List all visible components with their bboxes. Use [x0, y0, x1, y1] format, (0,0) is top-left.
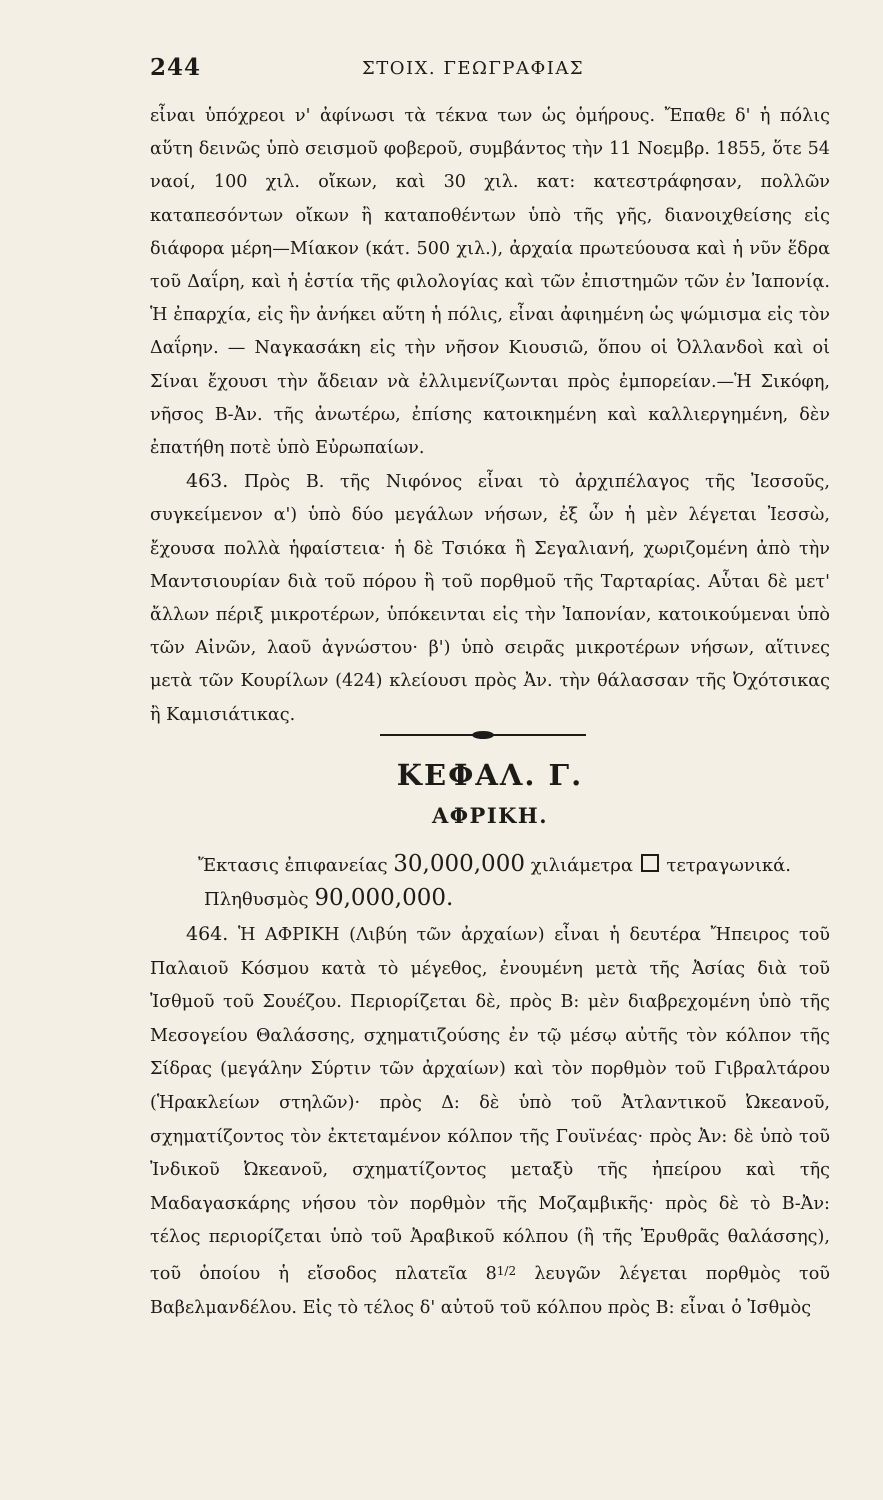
- running-head: ΣΤΟΙΧ. ΓΕΩΓΡΑΦΙΑΣ: [362, 58, 585, 79]
- section-463-number: 463.: [186, 470, 229, 493]
- square-icon: [641, 854, 659, 872]
- population-line: [198, 882, 830, 916]
- section-463-text: Πρὸς Β. τῆς Νιφόνος εἶναι τὸ ἀρχιπέλαγος τῆς Ἰεσσοῦς, συγκείμενον α') ὑπὸ δύο μεγάλων νήσων, ἐξ ὧν ἡ μὲν λέγεται Ἰεσσὼ, ἔχουσα πολλὰ ἡφαίστεια· ἡ δὲ Τσιόκα ἢ Σεγαλιανή, χωριζομένη ἀπὸ τὴν Μαντσιουρίαν διὰ τοῦ πόρου ἢ τοῦ πορθμοῦ τῆς Ταρταρίας. Αὗται δὲ μετ' ἄλλων πέριξ μικροτέρων, ὑπόκεινται εἰς τὴν Ἰαπονίαν, κατοικούμεναι ὑπὸ τῶν Αἰνῶν, λαοῦ ἀγνώστου· β') ὑπὸ σειρᾶς μικροτέρων νήσων, αἵτινες μετὰ τῶν Κουρίλων (424) κλείουσι πρὸς Ἀν. τὴν θάλασσαν τῆς Ὀχότσικας ἢ Καμισιάτικας.: [150, 472, 831, 725]
- section-463-paragraph: [150, 465, 830, 732]
- area-unit: χιλιάμετρα: [530, 855, 634, 876]
- chapter-heading: [150, 755, 830, 833]
- body-text-bottom: [150, 918, 830, 1325]
- ornamental-divider: [380, 734, 586, 736]
- area-label: Ἔκτασις ἐπιφανείας: [198, 855, 388, 876]
- section-464-paragraph: [150, 918, 830, 1325]
- area-value: 30,000,000: [393, 851, 525, 877]
- section-464-text-end: λευγῶν λέγεται πορθμὸς τοῦ Βαβελμανδέλου. Εἰς τὸ τέλος δ' αὐτοῦ τοῦ κόλπου πρὸς Β: εἶναι ὁ Ἰσθμὸς: [150, 1263, 831, 1318]
- body-text-top: [150, 100, 830, 732]
- section-464-number: 464.: [186, 923, 229, 945]
- page-number: 244: [150, 54, 202, 81]
- page-header: [150, 54, 830, 88]
- fraction: 1/2: [496, 1263, 517, 1278]
- section-464-text: Ἡ ΑΦΡΙΚΗ (Λιβύη τῶν ἀρχαίων) εἶναι ἡ δευτέρα Ἤπειρος τοῦ Παλαιοῦ Κόσμου κατὰ τὸ μέγεθος, ἐνουμένη μετὰ τῆς Ἀσίας διὰ τοῦ Ἰσθμοῦ τοῦ Σουέζου. Περιορίζεται δὲ, πρὸς Β: μὲν διαβρεχομένη ὑπὸ τῆς Μεσογείου Θαλάσσης, σχηματιζούσης ἐν τῷ μέσῳ αὐτῆς τὸν κόλπον τῆς Σίδρας (μεγάλην Σύρτιν τῶν ἀρχαίων) καὶ τὸν πορθμὸν τοῦ Γιβραλτάρου (Ἡρακλείων στηλῶν)· πρὸς Δ: δὲ ὑπὸ τοῦ Ἀτλαντικοῦ Ὠκεανοῦ, σχηματίζοντος τὸν ἐκτεταμένον κόλπον τῆς Γουϊνέας· πρὸς Ἀν: δὲ ὑπὸ τοῦ Ἰνδικοῦ Ὠκεανοῦ, σχηματίζοντος μεταξὺ τῆς ἠπείρου καὶ τῆς Μαδαγασκάρης νήσου τὸν πορθμὸν τῆς Μοζαμβικῆς· πρὸς δὲ τὸ Β-Ἀν: τέλος περιορίζεται ὑπὸ τοῦ Ἀραβικοῦ κόλπου (ἢ τῆς Ἐρυθρᾶς θαλάσσης), τοῦ ὁποίου ἡ εἴσοδος πλατεῖα 8: [150, 925, 831, 1284]
- chapter-title: ΚΕΦΑΛ. Γ.: [396, 758, 584, 792]
- area-line: [198, 848, 830, 882]
- chapter-subtitle: ΑΦΡΙΚΗ.: [431, 803, 549, 828]
- population-label: Πληθυσμὸς: [204, 889, 309, 910]
- population-value: 90,000,000.: [314, 885, 454, 911]
- area-unit-suffix: τετραγωνικά.: [666, 855, 792, 876]
- paragraph-continuation: εἶναι ὑπόχρεοι ν' ἀφίνωσι τὰ τέκνα των ὡς ὁμήρους. Ἔπαθε δ' ἡ πόλις αὕτη δεινῶς ὑπὸ σεισμοῦ φοβεροῦ, συμβάντος τὴν 11 Νοεμβρ. 1855, ὅτε 54 ναοί, 100 χιλ. οἴκων, καὶ 30 χιλ. κατ: κατεστράφησαν, πολλῶν καταπεσόντων οἴκων ἢ καταποθέντων ὑπὸ τῆς γῆς, διανοιχθείσης εἰς διάφορα μέρη—Μίακον (κάτ. 500 χιλ.), ἀρχαία πρωτεύουσα καὶ ἡ νῦν ἕδρα τοῦ Δαΐρη, καὶ ἡ ἑστία τῆς φιλολογίας καὶ τῶν ἐπιστημῶν τῶν ἐν Ἰαπονίᾳ. Ἡ ἐπαρχία, εἰς ἣν ἀνήκει αὕτη ἡ πόλις, εἶναι ἀφιημένη ὡς ψώμισμα εἰς τὸν Δαΐρην. — Ναγκασάκη εἰς τὴν νῆσον Κιουσιῶ, ὅπου οἱ Ὀλλανδοὶ καὶ οἱ Σίναι ἔχουσι τὴν ἄδειαν νὰ ἐλλιμενίζωνται πρὸς ἐμπορείαν.—Ἡ Σικόφη, νῆσος Β-Ἀν. τῆς ἀνωτέρω, ἐπίσης κατοικημένη καὶ καλλιεργημένη, δὲν ἐπατήθη ποτὲ ὑπὸ Εὐρωπαίων.: [150, 106, 830, 459]
- africa-stats: [198, 848, 830, 916]
